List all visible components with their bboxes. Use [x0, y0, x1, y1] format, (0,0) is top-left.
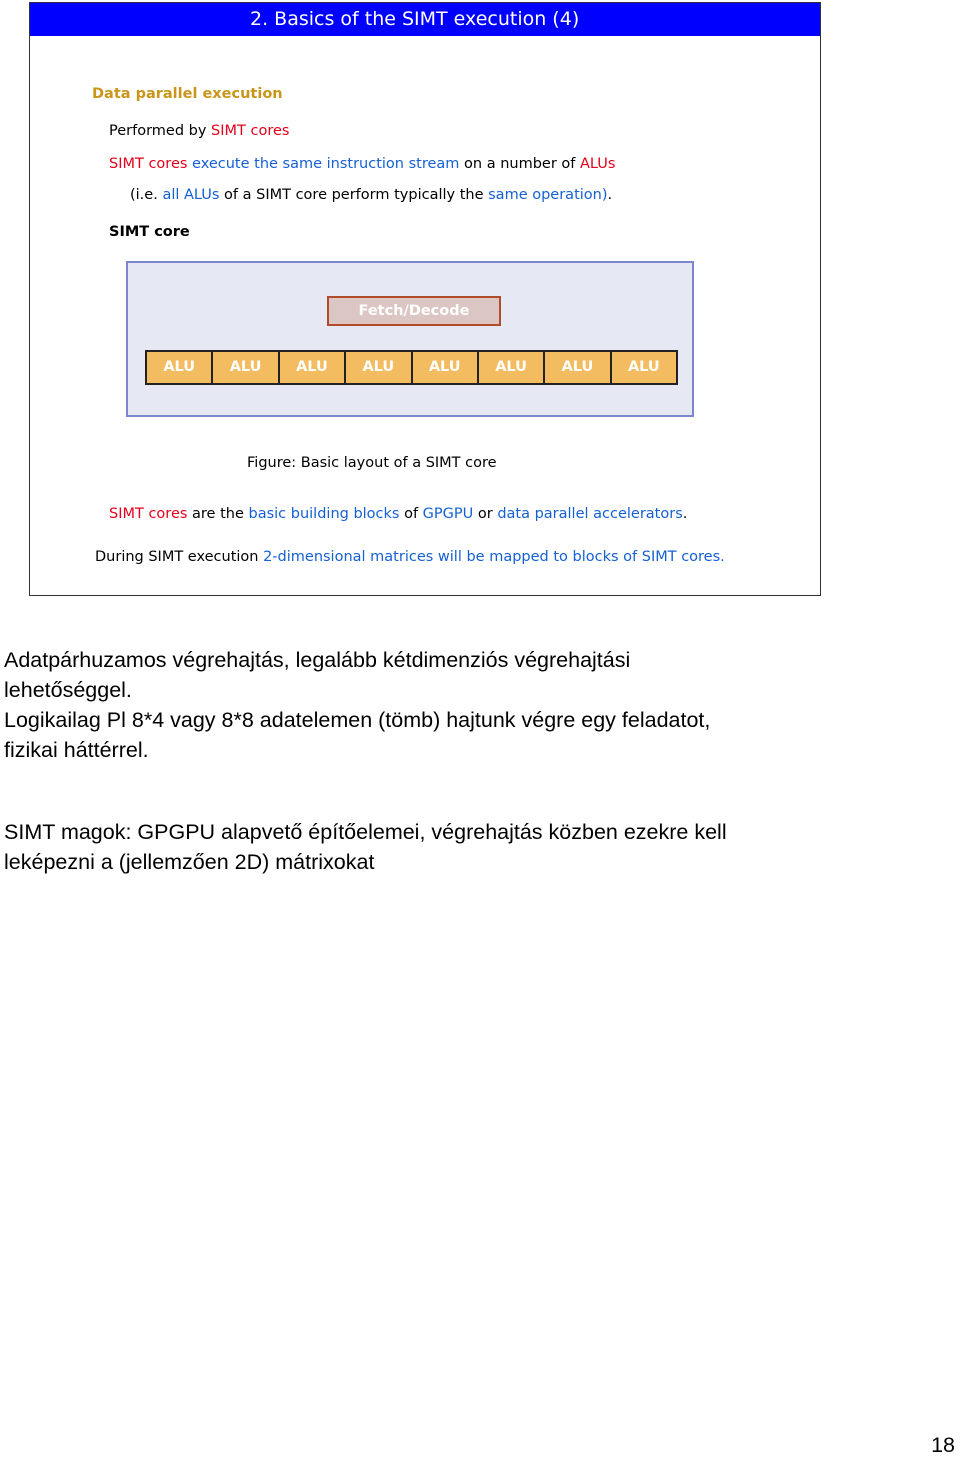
building-blocks-line — [109, 506, 687, 522]
performed-by-line — [109, 123, 289, 139]
during-line — [95, 549, 725, 565]
fetch-decode-unit: Fetch/Decode — [327, 296, 501, 326]
note-line: fizikai háttérrel. — [4, 738, 149, 762]
alu-unit-6: ALU — [479, 352, 545, 383]
alu-unit-7: ALU — [545, 352, 611, 383]
ie-middle: of a SIMT core perform typically the — [219, 187, 489, 203]
alu-unit-4: ALU — [346, 352, 412, 383]
during-prefix: During SIMT execution — [95, 549, 264, 565]
ie-dot: . — [607, 187, 613, 203]
building-basic-blocks: basic building blocks — [248, 506, 400, 522]
slide-image — [29, 2, 821, 596]
during-rest: 2-dimensional matrices will be mapped to blocks of SIMT cores. — [263, 549, 725, 565]
note-line: SIMT magok: GPGPU alapvető építőelemei, végrehajtás közben ezekre kell — [4, 820, 727, 844]
building-dot: . — [682, 506, 688, 522]
ie-line — [130, 187, 612, 203]
simt-core-label: SIMT core — [109, 224, 190, 240]
ie-prefix: (i.e. — [130, 187, 163, 203]
alu-unit-3: ALU — [280, 352, 346, 383]
execute-suffix: on a number of — [459, 156, 580, 172]
note-paragraph-1 — [4, 645, 934, 765]
note-line: leképezni a (jellemzően 2D) mátrixokat — [4, 850, 375, 874]
building-gpgpu: GPGPU — [422, 506, 474, 522]
slide-title-bar — [30, 3, 820, 36]
performed-prefix: Performed by — [109, 123, 212, 139]
note-line: Logikailag Pl 8*4 vagy 8*8 adatelemen (tömb) hajtunk végre egy feladatot, — [4, 708, 711, 732]
page-number: 18 — [931, 1433, 955, 1457]
alu-unit-2: ALU — [213, 352, 279, 383]
execute-middle: execute the same instruction stream — [187, 156, 460, 172]
note-line: lehetőséggel. — [4, 678, 132, 702]
alu-unit-5: ALU — [413, 352, 479, 383]
execute-simt-cores: SIMT cores — [109, 156, 188, 172]
building-accelerators: data parallel accelerators — [497, 506, 683, 522]
execute-alus: ALUs — [579, 156, 616, 172]
building-simt-cores: SIMT cores — [109, 506, 188, 522]
note-paragraph-2 — [4, 817, 934, 877]
building-of: of — [399, 506, 423, 522]
alu-unit-1: ALU — [147, 352, 213, 383]
ie-all-alus: all ALUs — [162, 187, 220, 203]
simt-core-diagram — [126, 261, 694, 417]
building-are-the: are the — [187, 506, 249, 522]
execute-line — [109, 156, 615, 172]
alu-row — [145, 350, 678, 385]
performed-simt-cores: SIMT cores — [211, 123, 290, 139]
building-or: or — [473, 506, 498, 522]
alu-unit-8: ALU — [627, 359, 660, 375]
figure-caption: Figure: Basic layout of a SIMT core — [247, 455, 497, 471]
slide-title: 2. Basics of the SIMT execution (4) — [250, 8, 580, 30]
section-heading: Data parallel execution — [92, 86, 283, 102]
note-line: Adatpárhuzamos végrehajtás, legalább kétdimenziós végrehajtási — [4, 648, 631, 672]
ie-same-operation: same operation) — [488, 187, 608, 203]
